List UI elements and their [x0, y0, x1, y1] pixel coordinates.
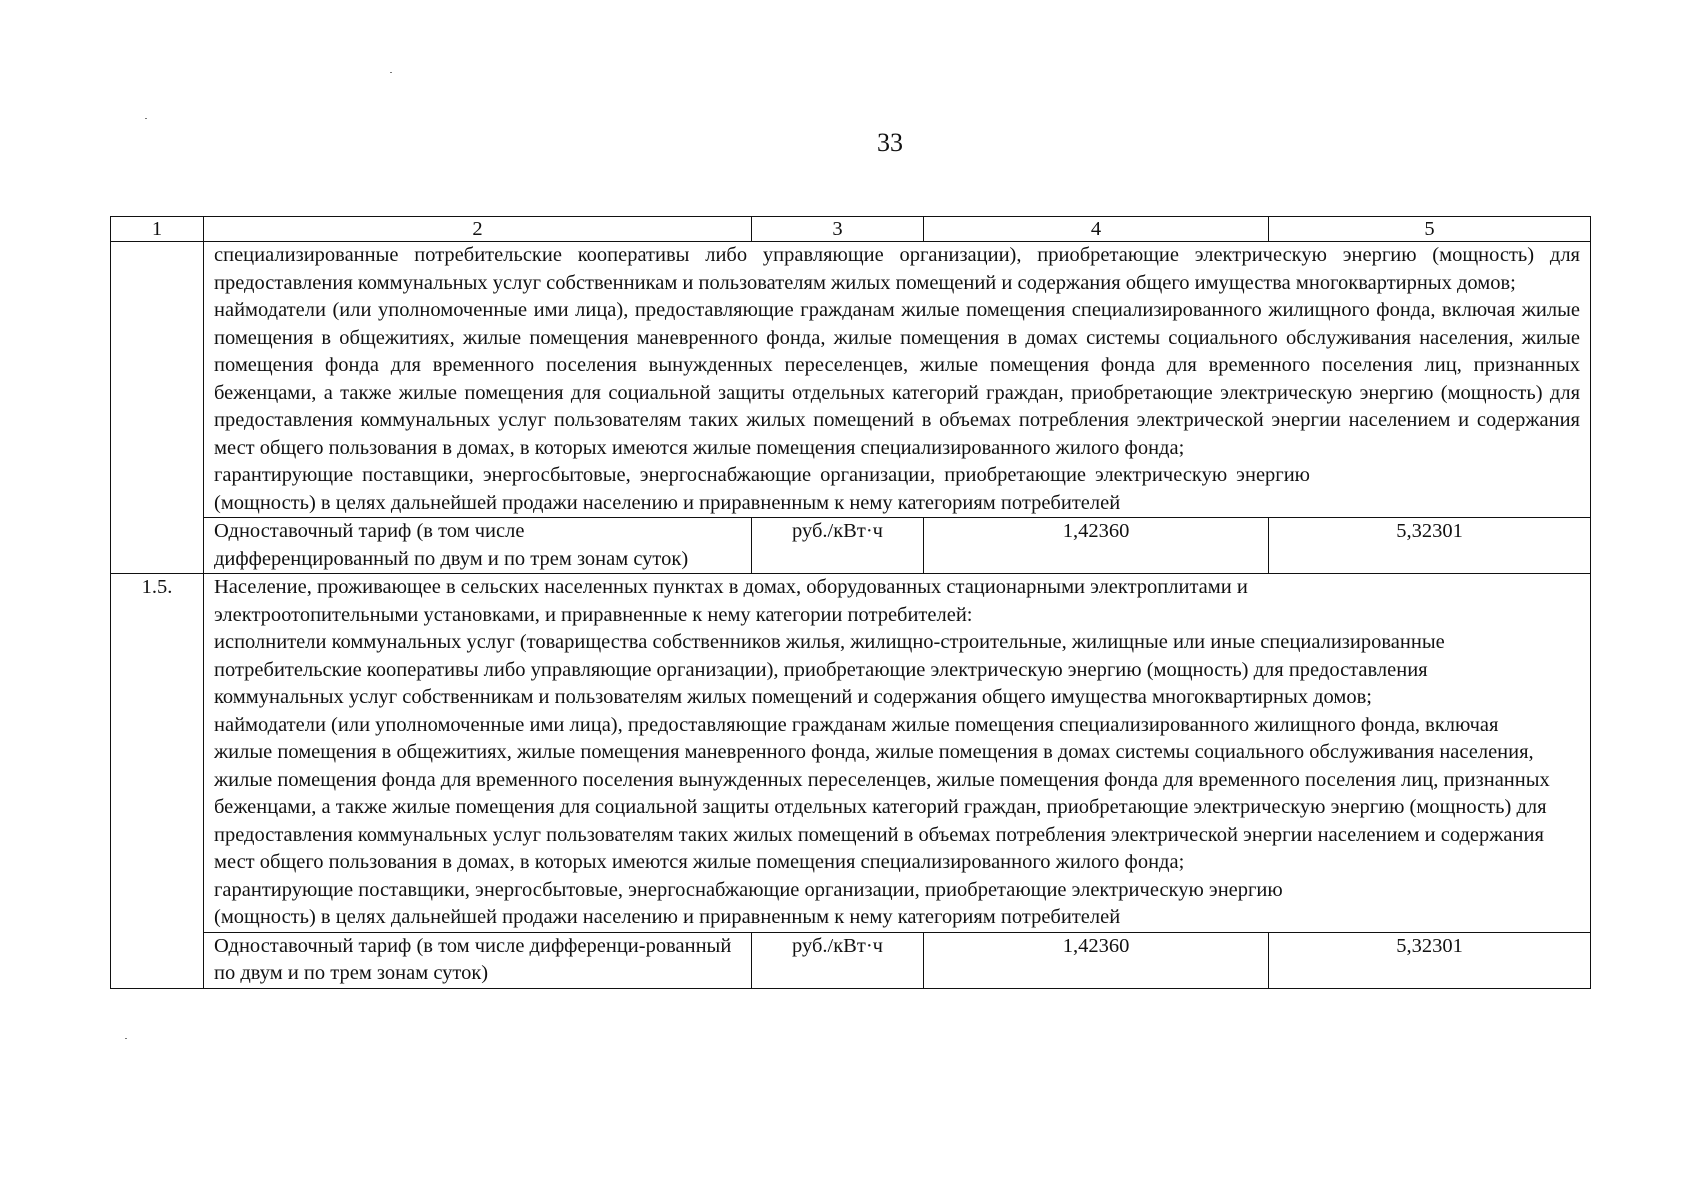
- tariff-value: 5,32301: [1269, 518, 1591, 574]
- tariff-name: Одноставочный тариф (в том числе дифференци-рованный по двум и по трем зонам суток): [204, 932, 752, 988]
- description-paragraph: исполнители коммунальных услуг (товарищества собственников жилья, жилищно-строительные, жилищные или иные специализированные потребительские кооперативы либо управляющие организации), приобретающие электрическую энергию (мощность) для предоставления коммунальных услуг собственникам и пользователям жилых помещений и содержания общего имущества многоквартирных домов;: [214, 631, 1445, 708]
- consumer-description: [204, 574, 1591, 933]
- row-number: [111, 242, 204, 574]
- column-number-row: [111, 217, 1591, 242]
- description-row: [111, 574, 1591, 933]
- description-paragraph: наймодатели (или уполномоченные ими лица), предоставляющие гражданам жилые помещения специализированного жилищного фонда, включая жилые помещения в общежитиях, жилые помещения маневренного фонда, жилые помещения в домах системы социального обслуживания населения, жилые помещения фонда для временного поселения вынужденных переселенцев, жилые помещения фонда для временного поселения лиц, признанных беженцами, а также жилые помещения для социальной защиты отдельных категорий граждан, приобретающие электрическую энергию (мощность) для предоставления коммунальных услуг пользователям таких жилых помещений в объемах потребления электрической энергии населением и содержания мест общего пользования в домах, в которых имеются жилые помещения специализированного жилого фонда;: [214, 713, 1550, 873]
- description-paragraph: гарантирующие поставщики, энергосбытовые, энергоснабжающие организации, приобретающие электрическую энергию (мощность) в целях дальнейшей продажи населению и приравненным к нему категориям потребителей: [214, 464, 1310, 514]
- tariff-value: 1,42360: [924, 518, 1269, 574]
- description-paragraph: Население, проживающее в сельских населенных пунктах в домах, оборудованных стационарными электроплитами и электроотопительными установками, и приравненные к нему категории потребителей:: [214, 576, 1248, 626]
- consumer-description: [204, 242, 1591, 518]
- tariff-value: 5,32301: [1269, 932, 1591, 988]
- description-paragraph: гарантирующие поставщики, энергосбытовые, энергоснабжающие организации, приобретающие электрическую энергию (мощность) в целях дальнейшей продажи населению и приравненным к нему категориям потребителей: [214, 878, 1283, 928]
- scan-speck: [145, 118, 147, 119]
- column-number: 2: [204, 217, 752, 242]
- column-number: 4: [924, 217, 1269, 242]
- tariff-name: Одноставочный тариф (в том числе дифференцированный по двум и по трем зонам суток): [204, 518, 752, 574]
- scan-speck: [390, 72, 392, 73]
- column-number: 1: [111, 217, 204, 242]
- description-row: [111, 242, 1591, 518]
- column-number: 5: [1269, 217, 1591, 242]
- description-paragraph: наймодатели (или уполномоченные ими лица), предоставляющие гражданам жилые помещения специализированного жилищного фонда, включая жилые помещения в общежитиях, жилые помещения маневренного фонда, жилые помещения в домах системы социального обслуживания населения, жилые помещения фонда для временного поселения вынужденных переселенцев, жилые помещения фонда для временного поселения лиц, признанных беженцами, а также жилые помещения для социальной защиты отдельных категорий граждан, приобретающие электрическую энергию (мощность) для предоставления коммунальных услуг пользователям таких жилых помещений в объемах потребления электрической энергии населением и содержания мест общего пользования в домах, в которых имеются жилые помещения специализированного жилого фонда;: [214, 299, 1580, 459]
- tariff-row: [111, 932, 1591, 988]
- description-paragraph: специализированные потребительские кооперативы либо управляющие организации), приобретающие электрическую энергию (мощность) для предоставления коммунальных услуг собственникам и пользователям жилых помещений и содержания общего имущества многоквартирных домов;: [214, 244, 1580, 294]
- page-number: 33: [877, 128, 903, 157]
- column-number: 3: [752, 217, 924, 242]
- tariff-unit: руб./кВт·ч: [752, 518, 924, 574]
- tariff-value: 1,42360: [924, 932, 1269, 988]
- scan-speck: [125, 1038, 127, 1039]
- row-number: 1.5.: [111, 574, 204, 989]
- tariff-row: [111, 518, 1591, 574]
- tariff-unit: руб./кВт·ч: [752, 932, 924, 988]
- tariff-table: [110, 216, 1591, 989]
